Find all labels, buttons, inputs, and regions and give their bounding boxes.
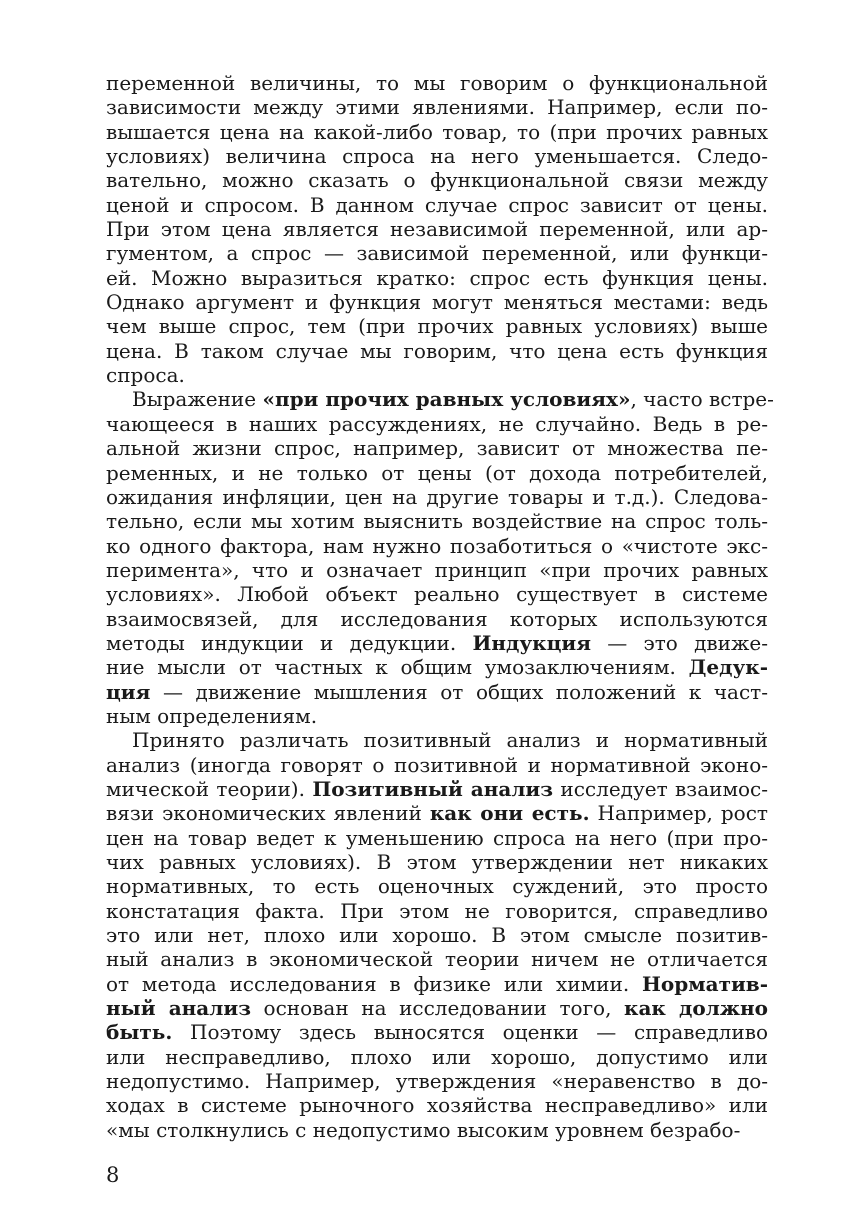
bold-term: «при прочих равных условиях» bbox=[262, 387, 631, 412]
text-line bbox=[106, 1093, 768, 1117]
text-line bbox=[106, 607, 768, 631]
text-segment: перимента», что и означает принцип «при прочих равных bbox=[106, 557, 768, 582]
text-line bbox=[106, 144, 768, 168]
text-segment: чем выше спрос, тем (при прочих равных условиях) выше bbox=[106, 314, 768, 339]
text-segment: «мы столкнулись с недопустимо высоким уровнем безрабо- bbox=[106, 1117, 741, 1142]
text-segment: анализ (иногда говорят о позитивной и нормативной эконо- bbox=[106, 752, 768, 777]
text-segment: условиях». Любой объект реально существует в системе bbox=[106, 582, 768, 607]
text-line bbox=[106, 436, 768, 460]
page-text bbox=[106, 71, 774, 1142]
text-line bbox=[106, 1069, 768, 1093]
text-segment: зависимости между этими явлениями. Например, если по- bbox=[106, 95, 768, 120]
text-segment: условиях) величина спроса на него уменьшается. Следо- bbox=[106, 144, 768, 169]
text-line bbox=[106, 655, 768, 679]
text-segment: ценой и спросом. В данном случае спрос зависит от цены. bbox=[106, 192, 768, 217]
text-segment: Поэтому здесь выносятся оценки — справедливо bbox=[172, 1020, 768, 1045]
text-line bbox=[106, 95, 768, 119]
text-line bbox=[106, 777, 768, 801]
text-line bbox=[106, 314, 768, 338]
bold-term: ция bbox=[106, 679, 151, 704]
text-segment: чающееся в наших рассуждениях, не случайно. Ведь в ре- bbox=[106, 411, 768, 436]
text-segment: ние мысли от частных к общим умозаключениям. bbox=[106, 655, 689, 680]
bold-term: Индукция bbox=[472, 630, 591, 655]
text-segment: тельно, если мы хотим выяснить воздействие на спрос толь- bbox=[106, 509, 768, 534]
text-line bbox=[106, 339, 768, 363]
page-number: 8 bbox=[106, 1163, 120, 1187]
text-line bbox=[106, 485, 768, 509]
text-line bbox=[106, 972, 768, 996]
text-segment: или несправедливо, плохо или хорошо, допустимо или bbox=[106, 1044, 768, 1069]
text-segment: это или нет, плохо или хорошо. В этом смысле позитив- bbox=[106, 923, 768, 948]
text-line bbox=[106, 874, 768, 898]
text-line bbox=[106, 534, 768, 558]
text-line bbox=[106, 387, 774, 412]
bold-term: быть. bbox=[106, 1020, 173, 1045]
text-line bbox=[106, 704, 768, 728]
text-segment: , часто встре- bbox=[630, 387, 774, 412]
text-line bbox=[106, 217, 768, 241]
text-line bbox=[106, 826, 768, 850]
text-segment: ходах в системе рыночного хозяйства несправедливо» или bbox=[106, 1093, 768, 1118]
text-segment: альной жизни спрос, например, зависит от множества пе- bbox=[106, 436, 768, 461]
text-segment: ременных, и не только от цены (от дохода потребителей, bbox=[106, 460, 768, 485]
text-line bbox=[106, 363, 768, 387]
text-line bbox=[106, 558, 768, 582]
bold-term: Позитивный анализ bbox=[312, 776, 554, 801]
text-segment: Например, рост bbox=[589, 801, 768, 826]
text-line bbox=[106, 193, 768, 217]
text-segment: — это движе- bbox=[591, 630, 768, 655]
text-segment: исследует взаимос- bbox=[553, 776, 769, 801]
text-segment: от метода исследования в физике или химии. bbox=[106, 971, 643, 996]
text-line bbox=[106, 168, 768, 192]
text-segment: констатация факта. При этом не говорится, справедливо bbox=[106, 898, 768, 923]
text-line bbox=[106, 923, 768, 947]
bold-term: Дедук- bbox=[688, 655, 768, 680]
text-line bbox=[106, 461, 768, 485]
text-line bbox=[106, 753, 768, 777]
text-segment: вышается цена на какой-либо товар, то (при прочих равных bbox=[106, 119, 768, 144]
text-line bbox=[106, 631, 768, 655]
text-segment: цен на товар ведет к уменьшению спроса на него (при про- bbox=[106, 825, 768, 850]
text-line bbox=[106, 996, 768, 1020]
paragraph bbox=[106, 387, 774, 728]
text-segment: основан на исследовании того, bbox=[250, 996, 625, 1021]
text-segment: переменной величины, то мы говорим о функциональной bbox=[106, 71, 768, 95]
text-segment: нормативных, то есть оценочных суждений, это просто bbox=[106, 874, 768, 899]
text-line bbox=[106, 801, 768, 825]
text-line bbox=[106, 947, 768, 971]
text-line bbox=[106, 899, 768, 923]
text-line bbox=[106, 850, 768, 874]
text-segment: При этом цена является независимой переменной, или ар- bbox=[106, 217, 768, 242]
text-segment: чих равных условиях). В этом утверждении нет никаких bbox=[106, 850, 768, 874]
text-line bbox=[106, 266, 768, 290]
text-segment: вязи экономических явлений bbox=[106, 801, 430, 826]
text-line bbox=[106, 1118, 768, 1142]
text-line bbox=[106, 71, 768, 95]
text-segment: цена. В таком случае мы говорим, что цена есть функция bbox=[106, 338, 768, 363]
bold-term: как они есть. bbox=[429, 801, 590, 826]
text-segment: Принято различать позитивный анализ и нормативный bbox=[132, 728, 768, 753]
bold-term: ный анализ bbox=[106, 996, 251, 1021]
bold-term: как должно bbox=[624, 996, 768, 1021]
text-segment: взаимосвязей, для исследования которых используются bbox=[106, 606, 768, 631]
text-line bbox=[106, 509, 768, 533]
text-line bbox=[106, 241, 768, 265]
text-segment: Однако аргумент и функция могут меняться местами: ведь bbox=[106, 290, 768, 315]
text-segment: ей. Можно выразиться кратко: спрос есть функция цены. bbox=[106, 265, 768, 290]
text-segment: вательно, можно сказать о функциональной связи между bbox=[106, 168, 768, 193]
text-line bbox=[106, 728, 768, 752]
text-line bbox=[106, 120, 768, 144]
text-line bbox=[106, 412, 768, 436]
text-segment: гументом, а спрос — зависимой переменной, или функци- bbox=[106, 241, 768, 266]
paragraph bbox=[106, 728, 768, 1142]
text-segment: — движение мышления от общих положений к част- bbox=[150, 679, 768, 704]
text-line bbox=[106, 290, 768, 314]
text-line bbox=[106, 1020, 768, 1044]
text-segment: ный анализ в экономической теории ничем не отличается bbox=[106, 947, 768, 972]
paragraph bbox=[106, 71, 768, 387]
text-segment: ко одного фактора, нам нужно позаботиться о «чистоте экс- bbox=[106, 533, 768, 558]
text-segment: спроса. bbox=[106, 363, 185, 388]
text-segment: ожидания инфляции, цен на другие товары и т.д.). Следова- bbox=[106, 484, 768, 509]
text-line bbox=[106, 680, 768, 704]
text-segment: мической теории). bbox=[106, 776, 313, 801]
text-line bbox=[106, 1045, 768, 1069]
text-segment: методы индукции и дедукции. bbox=[106, 630, 473, 655]
text-segment: Выражение bbox=[132, 387, 263, 412]
text-segment: ным определениям. bbox=[106, 703, 318, 728]
text-line bbox=[106, 582, 768, 606]
text-segment: недопустимо. Например, утверждения «неравенство в до- bbox=[106, 1069, 768, 1094]
bold-term: Норматив- bbox=[642, 971, 768, 996]
